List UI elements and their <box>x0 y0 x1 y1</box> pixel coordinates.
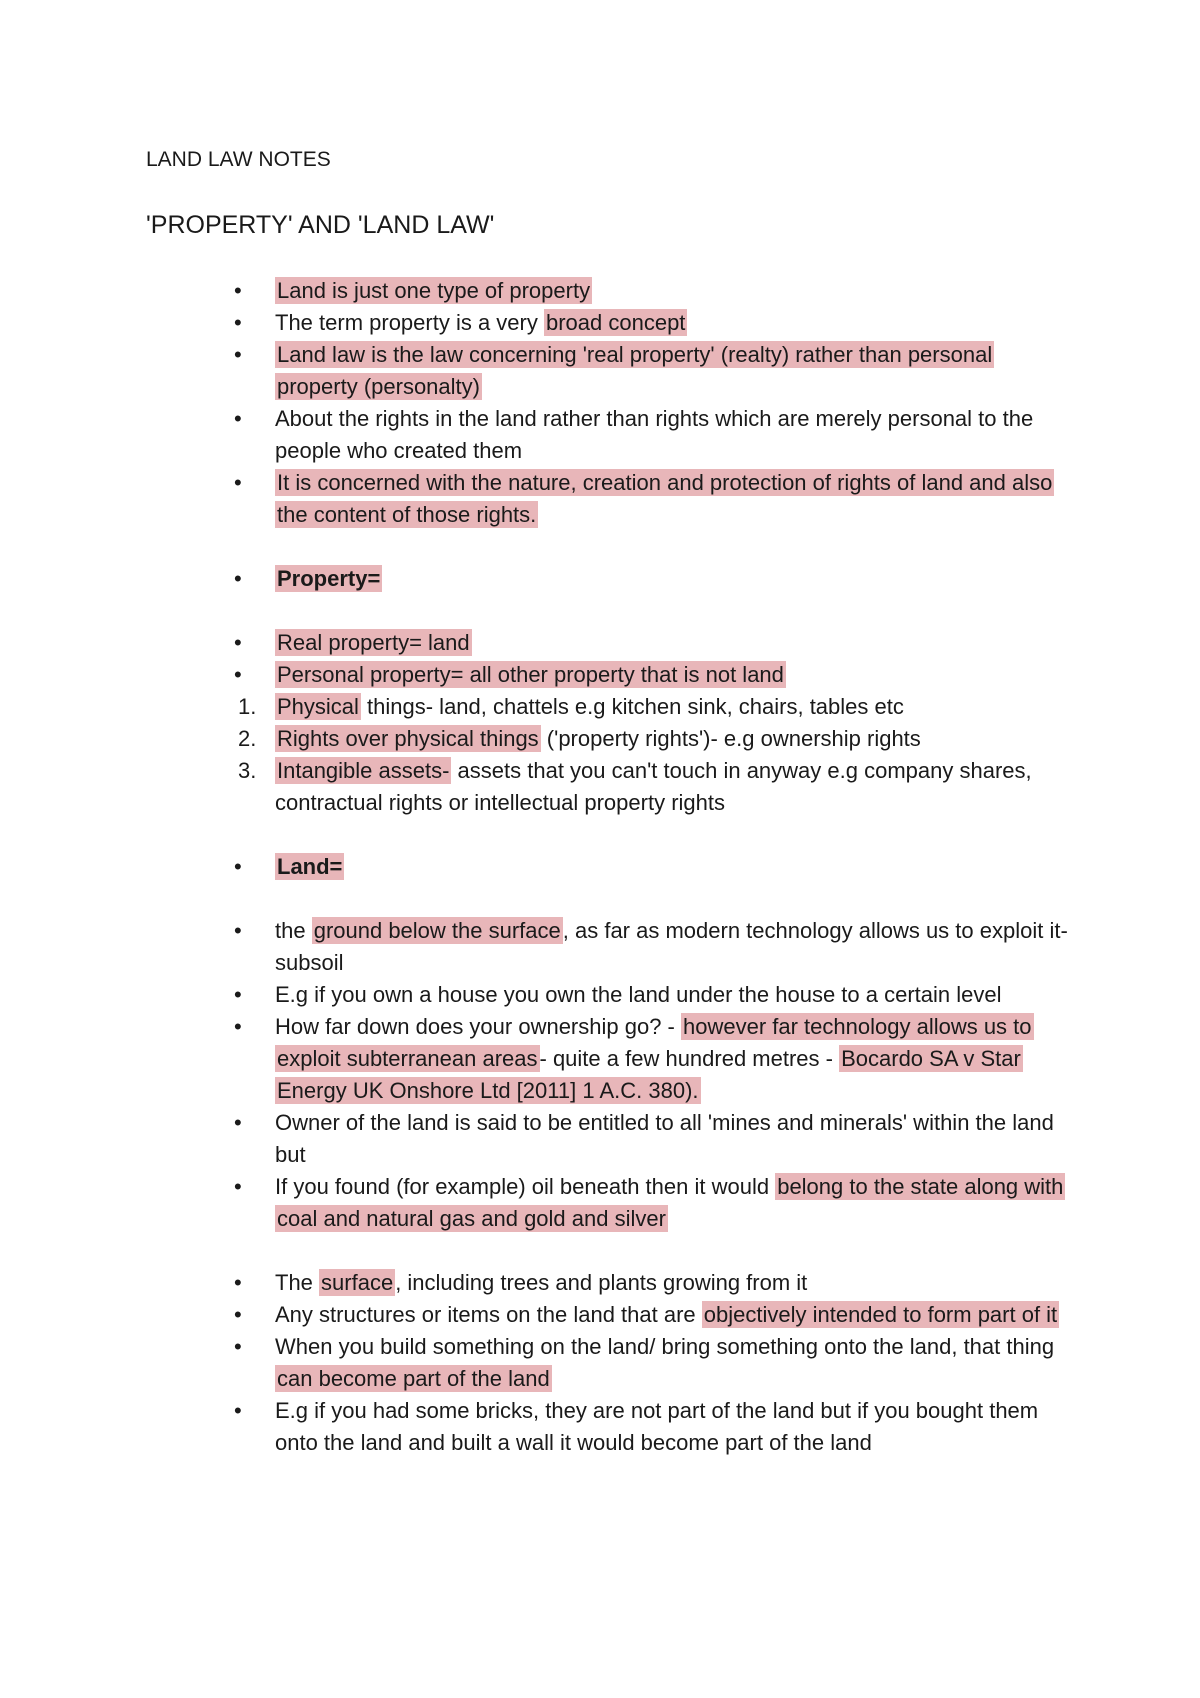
bullet-icon <box>234 275 258 307</box>
list-item <box>146 659 1076 691</box>
highlighted-text: belong to the state along with coal and natural gas and gold and silver <box>277 1174 1064 1231</box>
bullet-icon <box>234 1171 258 1203</box>
list-item <box>146 403 1076 467</box>
list-item <box>146 275 1076 307</box>
highlighted-text: surface <box>321 1270 394 1295</box>
highlighted-text: objectively intended to form part of it <box>703 1302 1058 1327</box>
highlighted-text: can become part of the land <box>277 1366 550 1391</box>
list-item <box>146 915 1076 979</box>
item-text: Any structures or items on the land that are <box>275 1302 702 1327</box>
bullet-icon <box>234 1299 258 1331</box>
item-text: When you build something on the land/ bring something onto the land, that thing <box>275 1334 1055 1359</box>
bullet-icon <box>234 1267 258 1299</box>
item-text: E.g if you own a house you own the land under the house to a certain level <box>275 982 1002 1007</box>
highlighted-text: Personal property= all other property that is not land <box>277 662 784 687</box>
list-number: 1. <box>238 694 257 719</box>
list-item <box>146 723 1076 755</box>
document-title: LAND LAW NOTES <box>146 148 331 171</box>
list-item <box>146 755 1076 819</box>
bullet-icon <box>234 339 258 371</box>
item-text: things- land, chattels e.g kitchen sink, chairs, tables etc <box>360 694 904 719</box>
highlighted-text: Intangible assets- <box>277 758 450 783</box>
bullet-icon <box>234 563 258 595</box>
bullet-icon <box>234 403 258 435</box>
highlighted-text: however far technology allows us to exploit subterranean areas <box>277 1014 1032 1071</box>
highlighted-text: Physical <box>277 694 359 719</box>
list-item <box>146 467 1076 531</box>
item-text: assets that you can't touch in anyway e.g company shares, contractual rights or intellectual property rights <box>275 758 1032 815</box>
list-item <box>146 851 1076 883</box>
list-item <box>146 1299 1076 1331</box>
item-text: If you found (for example) oil beneath then it would <box>275 1174 776 1199</box>
highlighted-text: Bocardo SA v Star Energy UK Onshore Ltd [2011] 1 A.C. 380). <box>277 1046 1021 1103</box>
item-text: The <box>275 1270 320 1295</box>
highlighted-text: Land is just one type of property <box>277 278 591 303</box>
list-number: 2. <box>238 726 257 751</box>
section-heading: 'PROPERTY' AND 'LAND LAW' <box>146 211 495 239</box>
list-item <box>146 339 1076 403</box>
list-item <box>146 563 1076 595</box>
item-text: The term property is a very <box>275 310 544 335</box>
list-item <box>146 1011 1076 1107</box>
highlighted-text: Land= <box>277 854 343 879</box>
highlighted-text: It is concerned with the nature, creation and protection of rights of land and also the content of those rights. <box>277 470 1053 527</box>
item-text: - quite a few hundred metres - <box>539 1046 840 1071</box>
item-text: , including trees and plants growing from it <box>395 1270 808 1295</box>
highlighted-text: broad concept <box>545 310 686 335</box>
list-item <box>146 1331 1076 1395</box>
notes-list <box>146 275 1076 1459</box>
bullet-icon <box>234 467 258 499</box>
bullet-icon <box>234 659 258 691</box>
item-text: ('property rights')- e.g ownership rights <box>540 726 921 751</box>
list-item <box>146 1395 1076 1459</box>
list-item <box>146 627 1076 659</box>
bullet-icon <box>234 1395 258 1427</box>
item-text: Owner of the land is said to be entitled to all 'mines and minerals' within the land but <box>275 1110 1054 1167</box>
item-text: , as far as modern technology allows us to exploit it- subsoil <box>275 918 1068 975</box>
item-text: How far down does your ownership go? - <box>275 1014 681 1039</box>
list-item <box>146 1107 1076 1171</box>
item-text: About the rights in the land rather than rights which are merely personal to the people who created them <box>275 406 1034 463</box>
list-item <box>146 979 1076 1011</box>
item-text: E.g if you had some bricks, they are not part of the land but if you bought them onto the land and built a wall it would become part of the land <box>275 1398 1039 1455</box>
list-number: 3. <box>238 758 257 783</box>
bullet-icon <box>234 307 258 339</box>
bullet-icon <box>234 915 258 947</box>
bullet-icon <box>234 1331 258 1363</box>
highlighted-text: ground below the surface <box>313 918 561 943</box>
list-item <box>146 691 1076 723</box>
highlighted-text: Property= <box>277 566 381 591</box>
list-item <box>146 1171 1076 1235</box>
highlighted-text: Land law is the law concerning 'real property' (realty) rather than personal property (personalty) <box>277 342 993 399</box>
bullet-icon <box>234 979 258 1011</box>
bullet-icon <box>234 851 258 883</box>
bullet-icon <box>234 1107 258 1139</box>
highlighted-text: Real property= land <box>277 630 470 655</box>
list-item <box>146 1267 1076 1299</box>
highlighted-text: Rights over physical things <box>277 726 539 751</box>
item-text: the <box>275 918 312 943</box>
bullet-icon <box>234 627 258 659</box>
bullet-icon <box>234 1011 258 1043</box>
list-item <box>146 307 1076 339</box>
